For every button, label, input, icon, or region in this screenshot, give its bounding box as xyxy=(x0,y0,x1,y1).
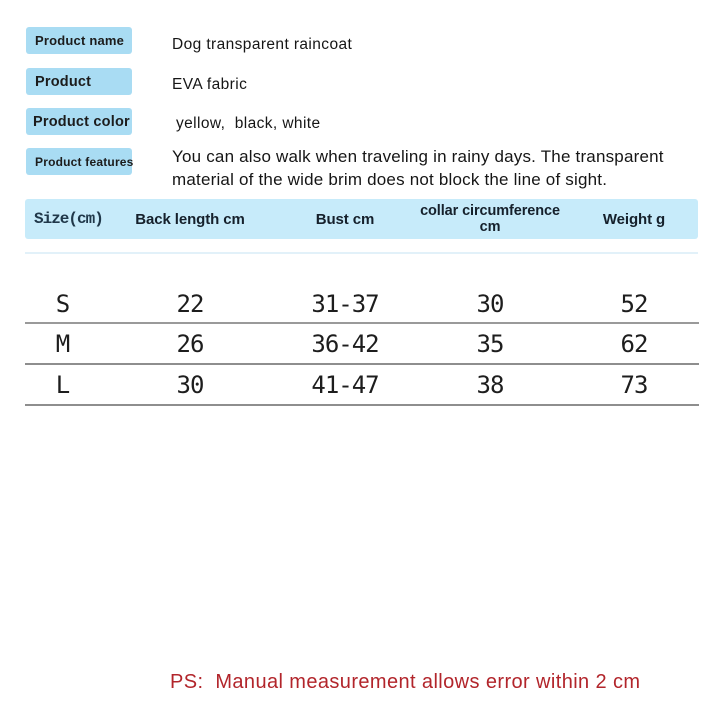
product-name-label: Product name xyxy=(26,27,132,54)
cell-weight: 52 xyxy=(620,290,648,318)
cell-size: M xyxy=(55,330,70,358)
header-cell-size: Size(cm) xyxy=(34,210,103,228)
cell-back-length: 22 xyxy=(176,290,204,318)
size-table-header xyxy=(25,199,698,239)
cell-bust: 36-42 xyxy=(311,330,379,358)
cell-weight: 62 xyxy=(620,330,648,358)
cell-back-length: 30 xyxy=(176,371,204,399)
product-features-label: Product features xyxy=(26,148,132,175)
cell-size: L xyxy=(55,371,70,399)
measurement-note: PS: Manual measurement allows error within 2 cm xyxy=(170,671,641,693)
cell-weight: 73 xyxy=(620,371,648,399)
row-divider xyxy=(25,322,699,324)
cell-bust: 41-47 xyxy=(311,371,379,399)
header-cell-bust: Bust cm xyxy=(315,210,375,228)
product-features-value: You can also walk when traveling in rainy days. The transparent material of the wide brim does not block the line of sight. xyxy=(172,147,664,189)
product-color-label: Product color xyxy=(26,108,132,135)
table-row-s xyxy=(25,285,698,323)
cell-collar: 38 xyxy=(476,371,504,399)
cell-back-length: 26 xyxy=(176,330,204,358)
header-cell-weight: Weight g xyxy=(602,210,666,228)
product-color-value: yellow, black, white xyxy=(176,115,321,132)
row-divider xyxy=(25,363,699,365)
cell-collar: 30 xyxy=(476,290,504,318)
row-divider xyxy=(25,404,699,406)
cell-collar: 35 xyxy=(476,330,504,358)
header-underline xyxy=(25,252,698,254)
header-cell-collar: collar circumference cm xyxy=(420,203,560,235)
table-row-m xyxy=(25,325,698,363)
cell-size: S xyxy=(55,290,70,318)
product-material-value: EVA fabric xyxy=(172,76,248,93)
product-name-value: Dog transparent raincoat xyxy=(172,36,353,53)
product-material-label: Product xyxy=(26,68,132,95)
cell-bust: 31-37 xyxy=(311,290,379,318)
header-cell-back-length: Back length cm xyxy=(135,210,245,228)
table-row-l xyxy=(25,366,698,404)
